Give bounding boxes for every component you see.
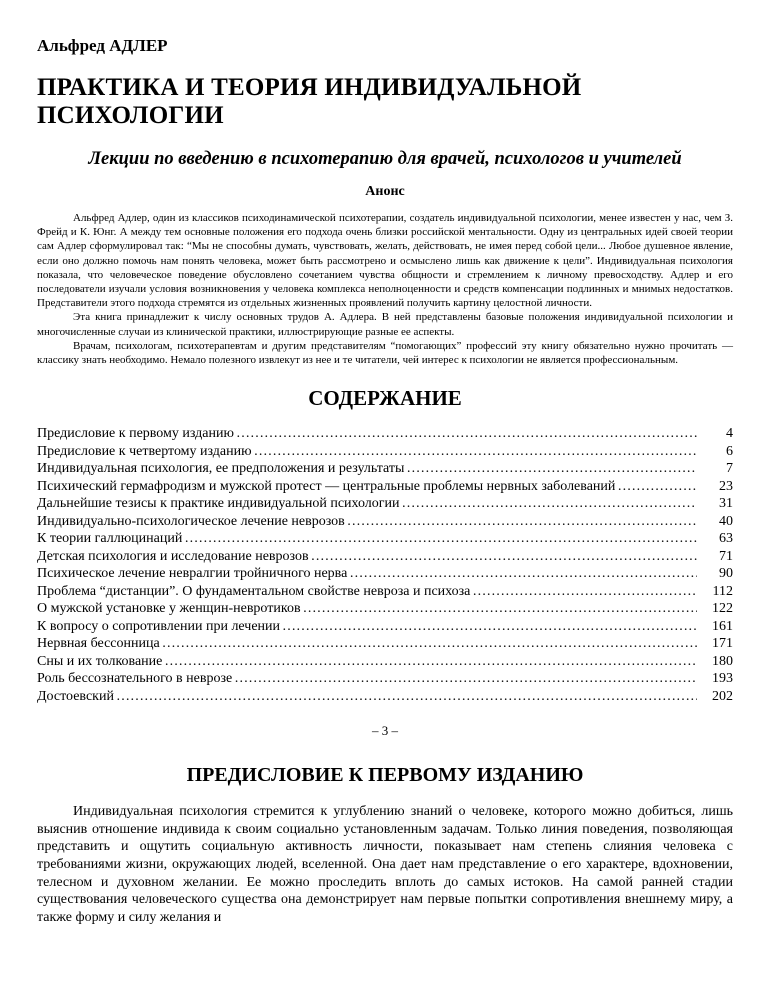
toc-entry-title: Индивидуальная психология, ее предположения и результаты <box>37 461 405 477</box>
toc-entry[interactable] <box>37 618 733 636</box>
toc-entry-title: О мужской установке у женщин-невротиков <box>37 601 301 617</box>
toc-entry-title: Индивидуально-психологическое лечение неврозов <box>37 513 345 529</box>
toc-entry-page: 161 <box>712 618 733 634</box>
toc-entry-page: 40 <box>719 513 733 529</box>
toc-entry[interactable] <box>37 600 733 618</box>
toc-entry-page: 180 <box>712 653 733 669</box>
toc-entry-page: 112 <box>712 583 733 599</box>
toc-leader-dots <box>162 635 697 653</box>
annotation-heading: Анонс <box>365 184 405 199</box>
toc-entry[interactable] <box>37 565 733 583</box>
toc-leader-dots <box>617 478 697 496</box>
book-title-line-1: ПРАКТИКА И ТЕОРИЯ ИНДИВИДУАЛЬНОЙ <box>37 74 582 101</box>
toc-entry[interactable] <box>37 583 733 601</box>
toc-entry[interactable] <box>37 478 733 496</box>
toc-entry-title: Нервная бессонница <box>37 636 160 652</box>
toc-entry-page: 23 <box>719 478 733 494</box>
book-title <box>37 74 733 130</box>
toc-entry-title: Проблема “дистанции”. О фундаментальном свойстве невроза и психоза <box>37 583 471 599</box>
toc-leader-dots <box>234 670 697 688</box>
toc-entry-page: 90 <box>719 566 733 582</box>
toc-entry-title: Предисловие к четвертому изданию <box>37 443 252 459</box>
book-title-line-2: ПСИХОЛОГИИ <box>37 102 224 129</box>
toc-leader-dots <box>347 513 697 531</box>
toc-leader-dots <box>472 583 697 601</box>
toc-entry-page: 31 <box>719 496 733 512</box>
toc-entry-page: 63 <box>719 531 733 547</box>
toc-entry[interactable] <box>37 495 733 513</box>
toc-entry-page: 122 <box>712 601 733 617</box>
toc-leader-dots <box>236 425 697 443</box>
toc-entry-title: К теории галлюцинаций <box>37 531 183 547</box>
toc-entry[interactable] <box>37 460 733 478</box>
toc-entry[interactable] <box>37 670 733 688</box>
toc-entry[interactable] <box>37 688 733 706</box>
toc-leader-dots <box>282 618 697 636</box>
chapter-heading: ПРЕДИСЛОВИЕ К ПЕРВОМУ ИЗДАНИЮ <box>186 764 584 787</box>
toc-entry-page: 7 <box>726 461 733 477</box>
annotation-paragraph: Альфред Адлер, один из классиков психодинамической психотерапии, создатель индивидуальной психологии, менее известен у нас, чем З. Фрейд и К. Юнг. А между тем основные положения его подхода очень близки российской ментальности. Одну из центральных идей своей теории сам Адлер сформулировал так: “Мы не способны думать, чувствовать, желать, действовать, не имея перед собой цели... Любое душевное явление, если оно должно помочь нам понять человека, может быть рассмотрено и осмыслено лишь как движение к цели”. Индивидуальная психология показала, что человеческое поведение обусловлено сочетанием чувства общности и стремлением к личному превосходству. Адлер и его последователи изучали условия возникновения у человека комплекса неполноценности и средств компенсации подлинных и мнимых недостатков. Представители этого подхода стремятся из отдельных жизненных проявлений получить картину целостной личности. <box>37 212 733 310</box>
document-page <box>37 36 733 926</box>
toc-entry-page: 193 <box>712 671 733 687</box>
toc-entry[interactable] <box>37 443 733 461</box>
toc-leader-dots <box>184 530 697 548</box>
toc-entry[interactable] <box>37 653 733 671</box>
toc-entry[interactable] <box>37 425 733 443</box>
page-number: – 3 – <box>372 723 398 739</box>
toc-entry[interactable] <box>37 513 733 531</box>
toc-entry-title: Сны и их толкование <box>37 653 163 669</box>
book-subtitle: Лекции по введению в психотерапию для врачей, психологов и учителей <box>88 149 682 169</box>
contents-heading: СОДЕРЖАНИЕ <box>308 386 462 411</box>
toc-entry-title: Детская психология и исследование неврозов <box>37 548 309 564</box>
toc-entry-title: К вопросу о сопротивлении при лечении <box>37 618 281 634</box>
toc-entry-page: 6 <box>726 443 733 459</box>
toc-entry-title: Предисловие к первому изданию <box>37 426 234 442</box>
toc-entry-page: 171 <box>712 636 733 652</box>
annotation-paragraph: Эта книга принадлежит к числу основных трудов А. Адлера. В ней представлены базовые положения индивидуальной психологии и многочисленные случаи из клинической практики, иллюстрирующие разные ее аспекты. <box>37 311 733 338</box>
toc-leader-dots <box>402 495 697 513</box>
toc-leader-dots <box>349 565 697 583</box>
toc-entry-title: Дальнейшие тезисы к практике индивидуальной психологии <box>37 496 400 512</box>
toc-leader-dots <box>311 548 697 566</box>
toc-entry[interactable] <box>37 635 733 653</box>
toc-entry-title: Достоевский <box>37 688 114 704</box>
toc-entry-title: Психическое лечение невралгии тройничного нерва <box>37 566 348 582</box>
toc-entry-page: 4 <box>726 426 733 442</box>
toc-leader-dots <box>406 460 697 478</box>
annotation-text <box>37 211 733 367</box>
author-name: Альфред АДЛЕР <box>37 36 168 55</box>
toc-entry-title: Психический гермафродизм и мужской протест — центральные проблемы нервных заболеваний <box>37 478 616 494</box>
annotation-paragraph: Врачам, психологам, психотерапевтам и другим представителям “помогающих” профессий эту книгу обязательно нужно прочитать — классику знать необходимо. Немало полезного извлекут из нее и те читатели, чей интерес к психологии не является профессиональным. <box>37 339 733 367</box>
toc-entry-page: 202 <box>712 688 733 704</box>
chapter-body <box>37 803 733 926</box>
toc-leader-dots <box>116 688 697 706</box>
toc-entry-page: 71 <box>719 548 733 564</box>
toc-leader-dots <box>303 600 697 618</box>
toc-entry[interactable] <box>37 548 733 566</box>
toc-leader-dots <box>164 653 697 671</box>
toc-entry[interactable] <box>37 530 733 548</box>
toc-entry-title: Роль бессознательного в неврозе <box>37 671 233 687</box>
chapter-paragraph: Индивидуальная психология стремится к углублению знаний о человеке, которого можно добиться, лишь выяснив отношение индивида к своим социально установленным задачам. Только линия поведения, позволяющая представить и ощутить социальную активность личности, показывает нам степень слияния человека с требованиями жизни, окружающих людей, вселенной. Она дает нам представление о его характере, вдохновении, телесном и духовном желании. Ее можно проследить вплоть до самых истоков. На самой ранней стадии существования человеческого существа она демонстрирует нам первые попытки сопротивления внешнему миру, а также форму и силу желания и <box>37 804 733 925</box>
toc-leader-dots <box>254 443 697 461</box>
table-of-contents <box>37 425 733 705</box>
